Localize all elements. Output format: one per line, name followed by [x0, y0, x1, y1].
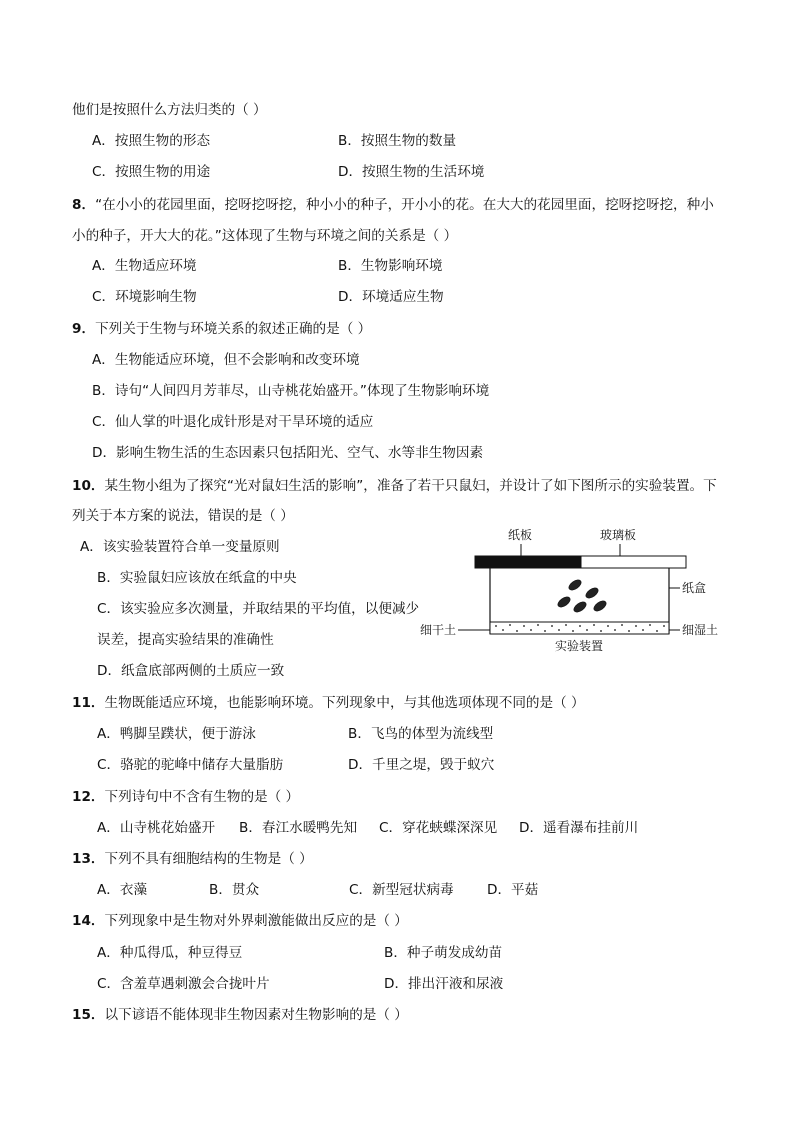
- q10-stem-line2: 列关于本方案的说法，错误的是（ ）: [72, 508, 294, 524]
- q7-option-d: D．按照生物的生活环境: [338, 164, 485, 180]
- paperboard-cover: [475, 556, 581, 568]
- woodlouse-4: [572, 600, 588, 614]
- q14-number: 14．: [72, 913, 105, 929]
- q9-number: 9．: [72, 321, 96, 337]
- q9-option-a: A．生物能适应环境，但不会影响和改变环境: [92, 352, 360, 368]
- woodlouse-3: [556, 595, 572, 609]
- q11-stem: [72, 694, 585, 712]
- q10-option-a: A．该实验装置符合单一变量原则: [80, 539, 280, 555]
- q11-option-a: A．鸭脚呈蹼状，便于游泳: [97, 726, 256, 742]
- q14-option-a: A．种瓜得瓜，种豆得豆: [97, 945, 243, 961]
- woodlouse-2: [584, 586, 600, 600]
- q10-number: 10．: [72, 478, 105, 494]
- q9-option-c: C．仙人掌的叶退化成针形是对干旱环境的适应: [92, 414, 374, 430]
- q9-option-d: D．影响生物生活的生态因素只包括阳光、空气、水等非生物因素: [92, 445, 484, 461]
- q10-option-c-cont: 误差，提高实验结果的准确性: [97, 632, 274, 648]
- q13-number: 13．: [72, 851, 105, 867]
- q10-stem-line1: [72, 477, 717, 495]
- q8-option-b: B．生物影响环境: [338, 258, 443, 274]
- q14-option-c: C．含羞草遇刺激会合拢叶片: [97, 976, 270, 992]
- q9-stem: [72, 320, 371, 338]
- q14-stem: [72, 912, 408, 930]
- label-paper-box: 纸盒: [682, 581, 707, 595]
- q7-option-a: A．按照生物的形态: [92, 133, 211, 149]
- q10-stem-text1: 某生物小组为了探究“光对鼠妇生活的影响”，准备了若干只鼠妇，并设计了如下图所示的实验装置。下: [104, 478, 717, 494]
- q13-option-b: B．贯众: [209, 882, 260, 898]
- q8-stem-line2: 小的种子，开大大的花。”这体现了生物与环境之间的关系是（ ）: [72, 228, 458, 244]
- q12-option-c: C．穿花蛱蝶深深见: [379, 820, 498, 836]
- q14-option-d: D．排出汗液和尿液: [384, 976, 504, 992]
- q15-number: 15．: [72, 1007, 105, 1023]
- q12-stem-text: 下列诗句中不含有生物的是（ ）: [104, 789, 300, 805]
- soil-layer: [490, 622, 669, 634]
- glass-cover: [581, 556, 686, 568]
- q12-option-a: A．山寺桃花始盛开: [97, 820, 216, 836]
- q8-option-c: C．环境影响生物: [92, 289, 197, 305]
- q12-number: 12．: [72, 789, 105, 805]
- q13-stem: [72, 850, 313, 868]
- label-glass-plate: 玻璃板: [600, 528, 637, 542]
- q13-option-d: D．平菇: [487, 882, 539, 898]
- q7-stem-continuation: 他们是按照什么方法归类的（ ）: [72, 102, 267, 118]
- q13-option-a: A．衣藻: [97, 882, 148, 898]
- q12-option-b: B．春江水暖鸭先知: [239, 820, 358, 836]
- q11-option-d: D．千里之堤，毁于蚁穴: [348, 757, 495, 773]
- q15-stem: [72, 1006, 408, 1024]
- q8-option-a: A．生物适应环境: [92, 258, 197, 274]
- q12-option-d: D．遥看瀑布挂前川: [519, 820, 639, 836]
- q13-option-c: C．新型冠状病毒: [349, 882, 454, 898]
- label-wet-soil: 细湿土: [682, 623, 719, 637]
- q10-option-c: C．该实验应多次测量，并取结果的平均值，以便减少: [97, 601, 420, 617]
- q11-number: 11．: [72, 695, 105, 711]
- q11-option-c: C．骆驼的驼峰中储存大量脂肪: [97, 757, 284, 773]
- q11-stem-text: 生物既能适应环境，也能影响环境。下列现象中，与其他选项体现不同的是（ ）: [104, 695, 585, 711]
- q8-stem-text1: “在小小的花园里面，挖呀挖呀挖，种小小的种子，开小小的花。在大大的花园里面，挖呀挖呀挖，种小: [95, 197, 714, 213]
- experiment-apparatus-diagram: [420, 522, 730, 657]
- q10-option-b: B．实验鼠妇应该放在纸盒的中央: [97, 570, 297, 586]
- q8-number: 8．: [72, 197, 96, 213]
- woodlouse-1: [567, 578, 583, 592]
- q8-stem-line1: [72, 196, 714, 214]
- q9-option-b: B．诗句“人间四月芳菲尽，山寺桃花始盛开。”体现了生物影响环境: [92, 383, 490, 399]
- q13-stem-text: 下列不具有细胞结构的生物是（ ）: [104, 851, 313, 867]
- label-paperboard: 纸板: [508, 528, 533, 542]
- woodlice-group: [556, 578, 608, 614]
- label-dry-soil: 细干土: [420, 623, 457, 637]
- q14-option-b: B．种子萌发成幼苗: [384, 945, 503, 961]
- q10-option-d: D．纸盒底部两侧的土质应一致: [97, 663, 285, 679]
- q14-stem-text: 下列现象中是生物对外界刺激能做出反应的是（ ）: [104, 913, 408, 929]
- q7-option-c: C．按照生物的用途: [92, 164, 211, 180]
- q11-option-b: B．飞鸟的体型为流线型: [348, 726, 494, 742]
- woodlouse-5: [592, 599, 608, 613]
- q9-stem-text: 下列关于生物与环境关系的叙述正确的是（ ）: [95, 321, 372, 337]
- q12-stem: [72, 788, 299, 806]
- diagram-caption: 实验装置: [555, 639, 604, 653]
- q7-option-b: B．按照生物的数量: [338, 133, 457, 149]
- q8-option-d: D．环境适应生物: [338, 289, 444, 305]
- q15-stem-text: 以下谚语不能体现非生物因素对生物影响的是（ ）: [104, 1007, 408, 1023]
